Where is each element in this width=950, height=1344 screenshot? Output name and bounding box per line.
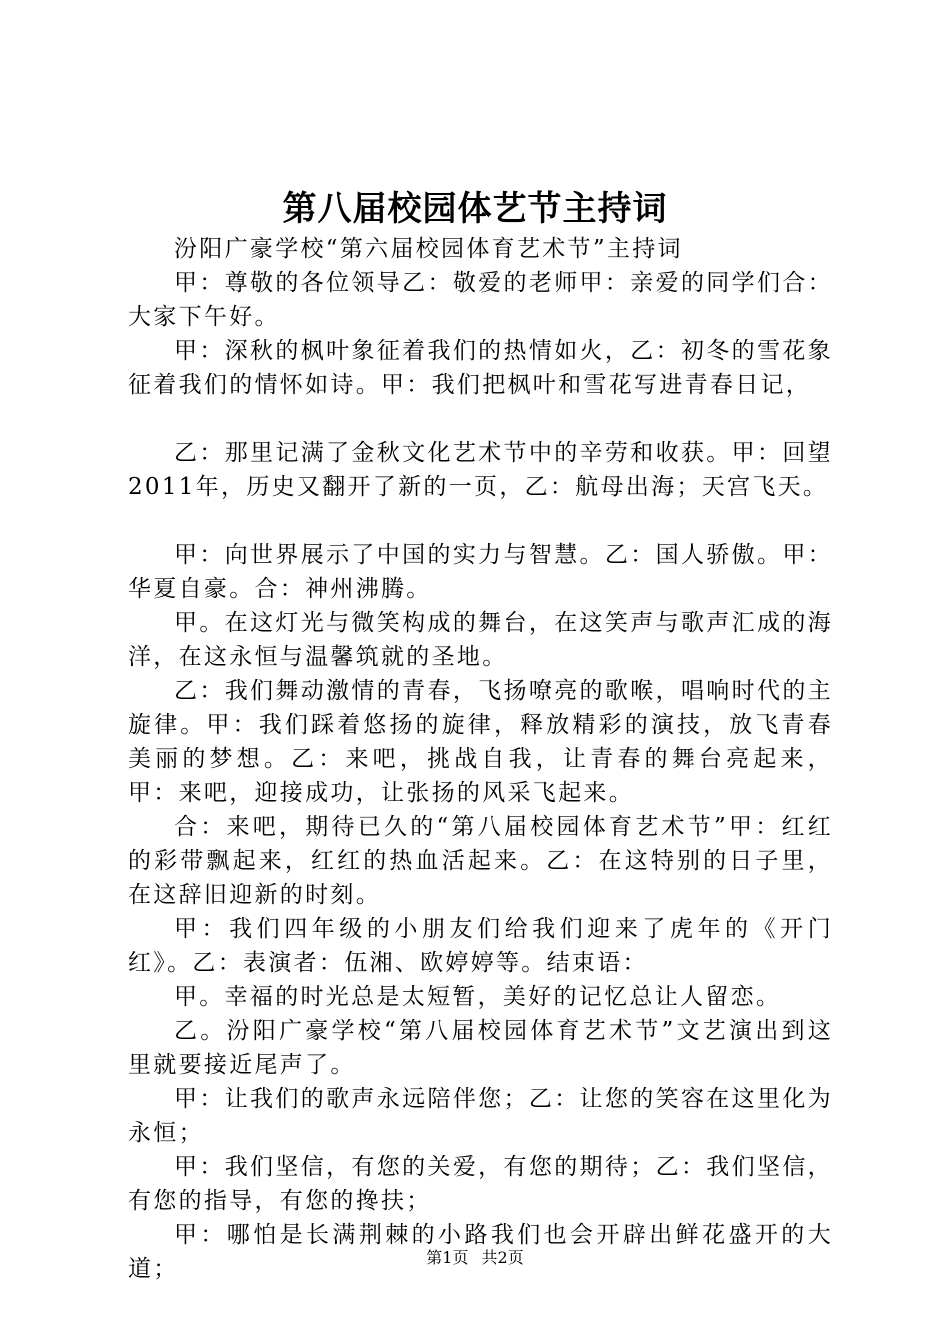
paragraph: 甲：哪怕是长满荆棘的小路我们也会开辟出鲜花盛开的大道； xyxy=(128,1222,833,1282)
paragraph: 乙。汾阳广豪学校“第八届校园体育艺术节”文艺演出到这里就要接近尾声了。 xyxy=(128,1018,833,1078)
paragraph: 甲。幸福的时光总是太短暂，美好的记忆总让人留恋。 xyxy=(174,984,782,1010)
paragraph: 甲：深秋的枫叶象征着我们的热情如火，乙：初冬的雪花象征着我们的情怀如诗。甲：我们把枫叶和雪花写进青春日记， xyxy=(128,338,833,398)
document-title: 第八届校园体艺节主持词 xyxy=(282,189,668,229)
page-footer xyxy=(0,1248,950,1268)
document-body xyxy=(128,232,833,1286)
paragraph-gap xyxy=(128,504,833,538)
page-total: 共2页 xyxy=(481,1248,524,1267)
paragraph: 甲：向世界展示了中国的实力与智慧。乙：国人骄傲。甲：华夏自豪。合：神州沸腾。 xyxy=(128,542,833,602)
paragraph: 甲：让我们的歌声永远陪伴您；乙：让您的笑容在这里化为永恒； xyxy=(128,1086,833,1146)
paragraph: 乙：我们舞动激情的青春，飞扬嘹亮的歌喉，唱响时代的主旋律。甲：我们踩着悠扬的旋律，释放精彩的演技，放飞青春美丽的梦想。乙：来吧，挑战自我，让青春的舞台亮起来，甲：来吧，迎接成功，让张扬的风采飞起来。 xyxy=(128,678,833,806)
paragraph: 甲。在这灯光与微笑构成的舞台，在这笑声与歌声汇成的海洋，在这永恒与温馨筑就的圣地。 xyxy=(128,610,833,670)
page-number: 第1页 xyxy=(426,1248,469,1267)
paragraph: 甲：我们坚信，有您的关爱，有您的期待；乙：我们坚信，有您的指导，有您的搀扶； xyxy=(128,1154,833,1214)
paragraph: 甲：尊敬的各位领导乙：敬爱的老师甲：亲爱的同学们合：大家下午好。 xyxy=(128,270,833,330)
paragraph: 合：来吧，期待已久的“第八届校园体育艺术节”甲：红红的彩带飘起来，红红的热血活起来。乙：在这特别的日子里，在这辞旧迎新的时刻。 xyxy=(128,814,833,908)
paragraph-subtitle: 汾阳广豪学校“第六届校园体育艺术节”主持词 xyxy=(174,236,683,262)
paragraph-gap xyxy=(128,402,833,436)
paragraph: 甲：我们四年级的小朋友们给我们迎来了虎年的《开门红》。乙：表演者：伍湘、欧婷婷等。结束语： xyxy=(128,916,833,976)
paragraph: 乙：那里记满了金秋文化艺术节中的辛劳和收获。甲：回望2011年，历史又翻开了新的一页，乙：航母出海；天宫飞天。 xyxy=(128,440,833,500)
